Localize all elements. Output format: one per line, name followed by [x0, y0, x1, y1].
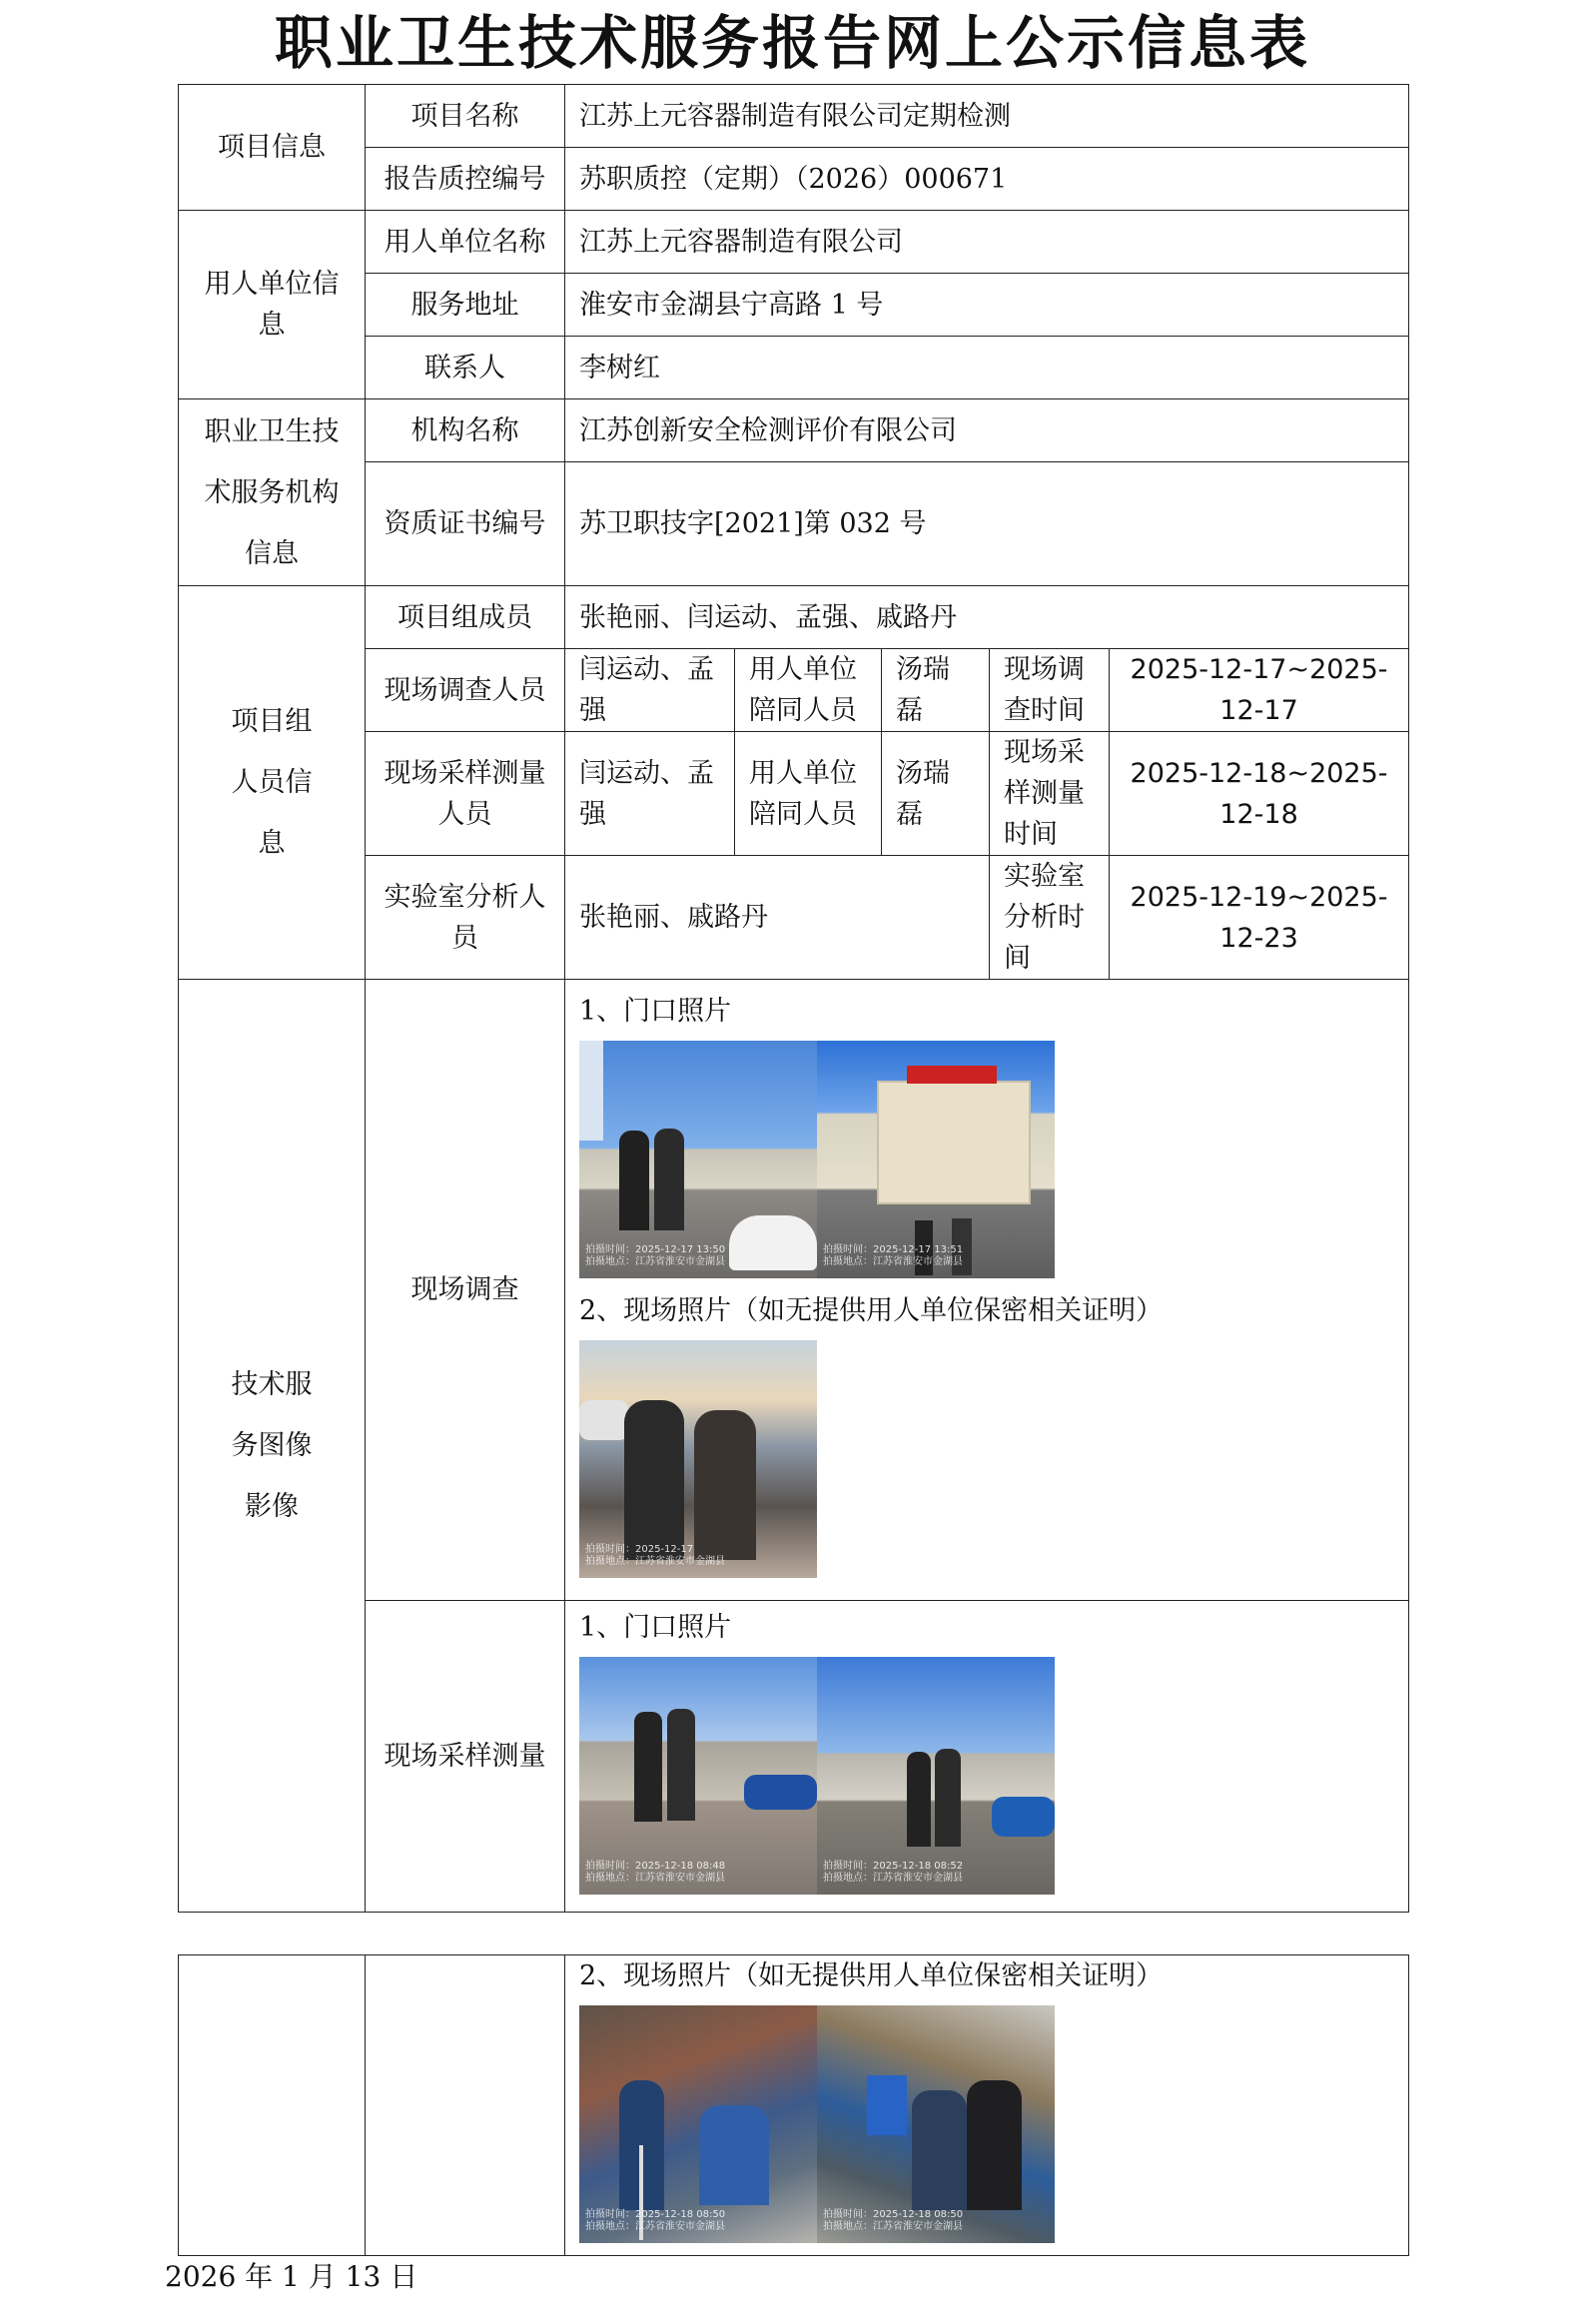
- photo-stamp: 拍摄时间：2025-12-18 08:52 拍摄地点：江苏省淮安市金湖县: [823, 1860, 964, 1884]
- cert-number: 苏卫职技字[2021]第 032 号: [565, 462, 1409, 586]
- survey-gate-photo-2: [817, 1041, 1055, 1278]
- report-code-label: 报告质控编号: [366, 148, 565, 211]
- lab-time: 2025-12-19~2025-12-23: [1110, 856, 1409, 980]
- contact: 李树红: [565, 337, 1409, 399]
- cert-label: 资质证书编号: [366, 462, 565, 586]
- sampling-escort-label: 用人单位陪同人员: [735, 732, 882, 856]
- survey-site-photo-1: [579, 1340, 817, 1578]
- contact-label: 联系人: [366, 337, 565, 399]
- photo-stamp: 拍摄时间：2025-12-18 08:50 拍摄地点：江苏省淮安市金湖县: [823, 2209, 964, 2232]
- survey-images-label: 现场调查: [366, 980, 565, 1601]
- sampling-images-label: 现场采样测量: [366, 1601, 565, 1913]
- sampling-site-cell: [565, 1955, 1409, 2256]
- sampling-people: 闫运动、孟强: [565, 732, 735, 856]
- photo-stamp: 拍摄时间：2025-12-18 08:48 拍摄地点：江苏省淮安市金湖县: [585, 1860, 726, 1884]
- sampling-escort: 汤瑞磊: [882, 732, 990, 856]
- photo-stamp: 拍摄时间：2025-12-17 13:50 拍摄地点：江苏省淮安市金湖县: [585, 1243, 726, 1267]
- team-category: 项目组人员信息: [179, 586, 366, 980]
- sampling-images-cell: [565, 1601, 1409, 1913]
- members: 张艳丽、闫运动、孟强、戚路丹: [565, 586, 1409, 649]
- address: 淮安市金湖县宁高路 1 号: [565, 274, 1409, 337]
- employer-category: 用人单位信息: [179, 211, 366, 399]
- info-table: [178, 84, 1409, 1913]
- survey-time: 2025-12-17~2025-12-17: [1110, 649, 1409, 732]
- footer-date: 2026 年 1 月 13 日: [165, 2260, 418, 2293]
- sampling-site-photo-1: [579, 2005, 817, 2243]
- address-label: 服务地址: [366, 274, 565, 337]
- survey-site-caption: 2、现场照片（如无提供用人单位保密相关证明）: [579, 1294, 1164, 1326]
- survey-images-cell: [565, 980, 1409, 1601]
- survey-people-label: 现场调查人员: [366, 649, 565, 732]
- survey-gate-caption: 1、门口照片: [579, 995, 732, 1027]
- survey-escort: 汤瑞磊: [882, 649, 990, 732]
- project-name: 江苏上元容器制造有限公司定期检测: [565, 85, 1409, 148]
- agency-name: 江苏创新安全检测评价有限公司: [565, 399, 1409, 462]
- sampling-site-photo-2: [817, 2005, 1055, 2243]
- members-label: 项目组成员: [366, 586, 565, 649]
- project-category: 项目信息: [179, 85, 366, 211]
- continued-label-cell: [366, 1955, 565, 2256]
- survey-people: 闫运动、孟强: [565, 649, 735, 732]
- photo-stamp: 拍摄时间：2025-12-17 拍摄地点：江苏省淮安市金湖县: [585, 1543, 725, 1567]
- report-code: 苏职质控（定期）（2026）000671: [565, 148, 1409, 211]
- employer-name: 江苏上元容器制造有限公司: [565, 211, 1409, 274]
- employer-name-label: 用人单位名称: [366, 211, 565, 274]
- sampling-site-caption: 2、现场照片（如无提供用人单位保密相关证明）: [579, 1960, 1164, 1991]
- sampling-gate-caption: 1、门口照片: [579, 1611, 732, 1643]
- sampling-gate-photo-2: [817, 1657, 1055, 1895]
- info-table-continued: [178, 1954, 1409, 2256]
- lab-time-label: 实验室分析时间: [990, 856, 1110, 980]
- survey-gate-photo-1: [579, 1041, 817, 1278]
- images-category: 技术服务图像影像: [179, 980, 366, 1913]
- agency-category: 职业卫生技术服务机构信息: [179, 399, 366, 586]
- sampling-people-label: 现场采样测量人员: [366, 732, 565, 856]
- continued-category-cell: [179, 1955, 366, 2256]
- survey-escort-label: 用人单位陪同人员: [735, 649, 882, 732]
- project-name-label: 项目名称: [366, 85, 565, 148]
- lab-people-label: 实验室分析人员: [366, 856, 565, 980]
- sampling-gate-photo-1: [579, 1657, 817, 1895]
- photo-stamp: 拍摄时间：2025-12-18 08:50 拍摄地点：江苏省淮安市金湖县: [585, 2209, 726, 2232]
- sampling-time-label: 现场采样测量时间: [990, 732, 1110, 856]
- photo-stamp: 拍摄时间：2025-12-17 13:51 拍摄地点：江苏省淮安市金湖县: [823, 1243, 964, 1267]
- sampling-time: 2025-12-18~2025-12-18: [1110, 732, 1409, 856]
- page-title: 职业卫生技术服务报告网上公示信息表: [274, 9, 1310, 77]
- lab-people: 张艳丽、戚路丹: [565, 856, 990, 980]
- survey-time-label: 现场调查时间: [990, 649, 1110, 732]
- agency-name-label: 机构名称: [366, 399, 565, 462]
